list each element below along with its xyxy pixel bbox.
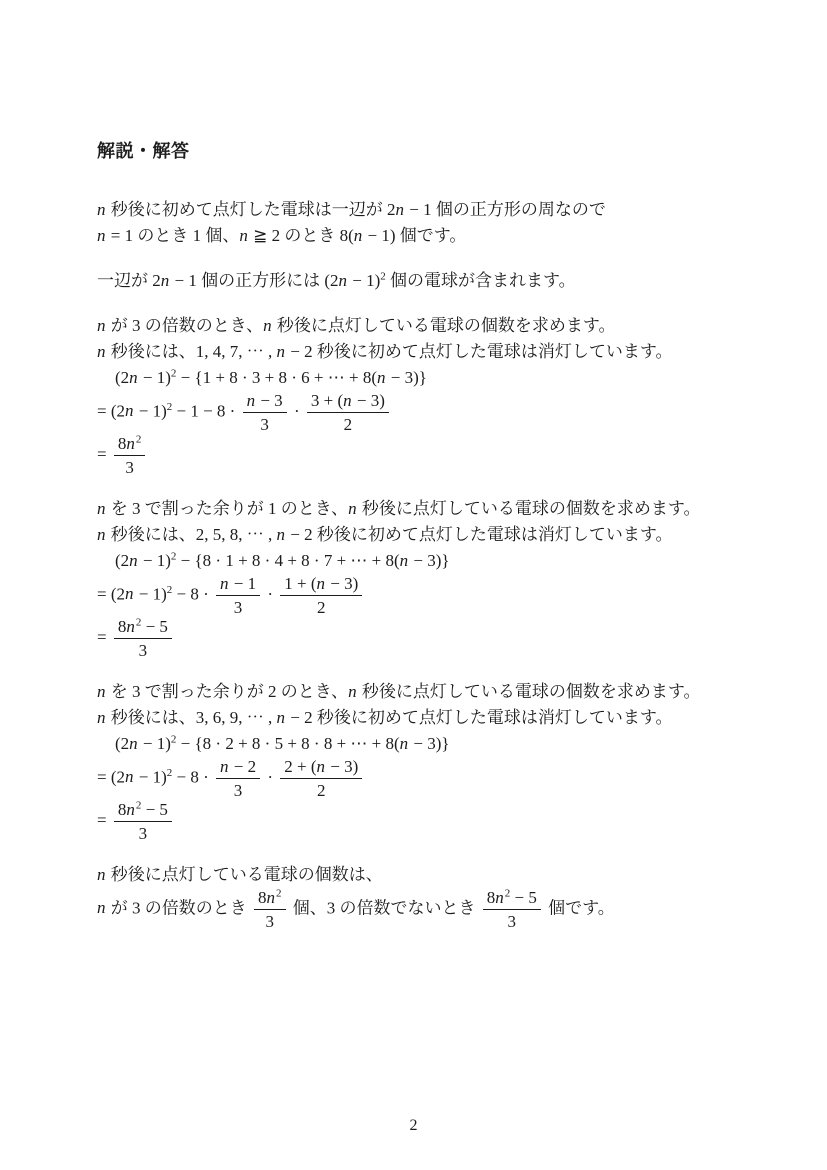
text-run: を 3 で割った余りが 2 のとき、 (106, 682, 349, 701)
text-run: − {1 + 8 · 3 + 8 · 6 + ⋯ + 8( (176, 368, 378, 387)
text-run: − {8 · 1 + 8 · 4 + 8 · 7 + ⋯ + 8( (176, 551, 400, 570)
text-run: − 1 個の正方形には (2 (170, 271, 339, 290)
text-run: (2 (115, 734, 130, 753)
text-run: 3 (138, 641, 148, 660)
text-line (97, 268, 767, 294)
text-run: − 1 (229, 574, 257, 593)
text-run: − 1) (138, 368, 171, 387)
text-run: 8 (258, 888, 267, 907)
text-run: 3 (125, 458, 134, 477)
fraction (114, 434, 146, 477)
text-run: 秒後に点灯している電球の個数を求めます。 (272, 316, 616, 335)
square-count-paragraph (97, 268, 767, 294)
fraction (243, 391, 287, 434)
text-run: 秒後には、1, 4, 7, ⋯ , (106, 342, 277, 361)
math-variable: n (276, 342, 285, 361)
text-run: − 5 (141, 617, 168, 636)
math-variable: n (338, 271, 347, 290)
math-variable: n (129, 368, 138, 387)
text-run: 秒後には、3, 6, 9, ⋯ , (106, 708, 277, 727)
text-line (97, 223, 767, 249)
text-run: 秒後に点灯している電球の個数は、 (106, 865, 383, 884)
page-content (97, 141, 767, 950)
text-run: − 1) (138, 551, 171, 570)
fraction-denominator (280, 596, 362, 617)
math-variable: n (126, 434, 135, 453)
fraction-denominator (216, 596, 260, 617)
text-run: 個です。 (543, 898, 615, 918)
fraction-numerator (483, 888, 541, 910)
text-run: − 3)} (386, 368, 427, 387)
math-variable: n (97, 865, 106, 884)
text-run: − 2 (229, 757, 257, 776)
superscript: 2 (380, 270, 386, 283)
text-run: が 3 の倍数のとき、 (106, 316, 264, 335)
text-run: = (2 (97, 767, 125, 787)
text-run: 秒後には、2, 5, 8, ⋯ , (106, 525, 277, 544)
fraction-numerator (114, 617, 172, 639)
superscript: 2 (166, 583, 173, 596)
text-run: − 3) (352, 391, 385, 410)
math-variable: n (220, 757, 229, 776)
text-run: 秒後に点灯している電球の個数を求めます。 (357, 499, 701, 518)
text-run: 3 (265, 912, 274, 931)
text-run: − 3)} (409, 551, 450, 570)
text-line (97, 888, 767, 931)
fraction (216, 757, 260, 800)
text-run: = (2 (97, 401, 125, 421)
math-variable: n (495, 888, 504, 907)
math-variable: n (395, 200, 404, 219)
math-line (97, 731, 767, 757)
text-line (97, 197, 767, 223)
text-run: − 2 秒後に初めて点灯した電球は消灯しています。 (286, 525, 673, 544)
text-line (97, 705, 767, 731)
page-title: 解説・解答 (97, 141, 190, 161)
text-run: 一辺が 2 (97, 271, 161, 290)
fraction (307, 391, 389, 434)
fraction-numerator (216, 574, 260, 596)
solution-blocks (97, 197, 767, 931)
text-line (97, 862, 767, 888)
text-run: − 1 個の正方形の周なので (405, 200, 606, 219)
text-run: 秒後に点灯している電球の個数を求めます。 (357, 682, 701, 701)
fraction-denominator (307, 413, 389, 434)
text-run: 8 (486, 888, 496, 907)
math-line (97, 365, 767, 391)
text-run: 8 (117, 617, 127, 636)
fraction (483, 888, 541, 931)
text-run: − 5 (510, 888, 537, 907)
fraction-numerator (307, 391, 389, 413)
math-variable: n (129, 734, 138, 753)
math-variable: n (126, 617, 135, 636)
superscript: 2 (135, 616, 142, 629)
fraction-denominator (114, 822, 172, 843)
text-run: 2 (317, 781, 326, 800)
text-run: (2 (115, 368, 130, 387)
text-run: − 3) (326, 757, 359, 776)
math-variable: n (353, 226, 363, 245)
text-run: 3 + ( (310, 391, 344, 410)
text-run: − 1) (134, 767, 167, 787)
fraction (114, 800, 172, 843)
text-line (97, 679, 767, 705)
math-variable: n (220, 574, 229, 593)
text-run: 8 (117, 800, 127, 819)
text-run: · (263, 767, 278, 787)
fraction (280, 757, 362, 800)
text-line (97, 313, 767, 339)
fraction-denominator (114, 639, 172, 660)
intro-paragraph (97, 197, 767, 249)
math-variable: n (97, 200, 106, 219)
superscript: 2 (135, 799, 142, 812)
text-run: 3 (260, 415, 269, 434)
text-run: 8 (117, 434, 127, 453)
text-run: ≧ 2 のとき 8( (248, 226, 354, 245)
math-variable: n (97, 898, 106, 918)
math-variable: n (316, 574, 326, 593)
math-variable: n (263, 316, 272, 335)
fraction-numerator (216, 757, 260, 779)
math-variable: n (160, 271, 170, 290)
math-variable: n (125, 584, 134, 604)
fraction-numerator (114, 434, 146, 456)
math-variable: n (399, 734, 409, 753)
math-line (97, 800, 767, 843)
math-variable: n (276, 525, 285, 544)
math-variable: n (399, 551, 409, 570)
text-run: = (97, 444, 111, 464)
text-line (97, 339, 767, 365)
text-line (97, 496, 767, 522)
fraction-denominator (114, 456, 146, 477)
text-run: · (289, 401, 304, 421)
fraction-denominator (483, 910, 541, 931)
math-variable: n (97, 499, 106, 518)
math-variable: n (97, 708, 106, 727)
math-line (97, 391, 767, 434)
text-run: 1 + ( (284, 574, 317, 593)
text-run: = (97, 627, 111, 647)
text-run: − 1) (348, 271, 381, 290)
text-run: − 8 · (172, 767, 213, 787)
page-number: 2 (409, 1117, 418, 1134)
text-run: − 3)} (409, 734, 450, 753)
fraction-numerator (243, 391, 287, 413)
fraction-numerator (114, 800, 172, 822)
text-run: = (97, 810, 111, 830)
text-run: − 1) (134, 584, 167, 604)
text-run: = (2 (97, 584, 125, 604)
conclusion-paragraph (97, 862, 767, 931)
superscript: 2 (166, 766, 173, 779)
fraction-denominator (243, 413, 287, 434)
superscript: 2 (504, 887, 511, 900)
case-remainder-1 (97, 496, 767, 660)
math-variable: n (97, 682, 106, 701)
fraction-denominator (280, 779, 362, 800)
text-run: を 3 で割った余りが 1 のとき、 (106, 499, 349, 518)
math-variable: n (316, 757, 326, 776)
math-variable: n (129, 551, 138, 570)
text-run: 2 (317, 598, 326, 617)
text-run: − 2 秒後に初めて点灯した電球は消灯しています。 (286, 708, 673, 727)
superscript: 2 (170, 733, 177, 746)
math-variable: n (348, 499, 357, 518)
text-run: が 3 の倍数のとき (106, 898, 251, 918)
text-run: 3 (233, 598, 243, 617)
text-run: − 1) 個です。 (363, 226, 467, 245)
fraction (216, 574, 260, 617)
fraction (114, 617, 172, 660)
fraction-denominator (216, 779, 260, 800)
text-run: − 8 · (172, 584, 213, 604)
math-line (97, 548, 767, 574)
text-run: − 1) (134, 401, 167, 421)
text-run: − 5 (141, 800, 168, 819)
fraction (254, 888, 286, 931)
text-run: 個、3 の倍数でないとき (288, 898, 480, 918)
superscript: 2 (170, 550, 177, 563)
math-variable: n (266, 888, 275, 907)
text-line (97, 522, 767, 548)
text-run: 3 (138, 824, 148, 843)
fraction-numerator (254, 888, 286, 910)
math-variable: n (276, 708, 285, 727)
superscript: 2 (170, 367, 177, 380)
fraction-numerator (280, 757, 362, 779)
text-run: (2 (115, 551, 130, 570)
math-variable: n (97, 342, 106, 361)
superscript: 2 (166, 400, 173, 413)
math-variable: n (343, 391, 352, 410)
text-run: 3 (233, 781, 243, 800)
math-variable: n (97, 226, 106, 245)
case-multiple-of-3 (97, 313, 767, 477)
math-variable: n (97, 316, 106, 335)
text-run: · (263, 584, 278, 604)
fraction-numerator (280, 574, 362, 596)
math-line (97, 574, 767, 617)
math-line (97, 617, 767, 660)
superscript: 2 (276, 887, 282, 900)
fraction (280, 574, 362, 617)
superscript: 2 (135, 433, 142, 446)
text-run: 2 (343, 415, 353, 434)
math-variable: n (126, 800, 135, 819)
text-run: − 3 (256, 391, 283, 410)
text-run: − 3) (326, 574, 359, 593)
text-run: 3 (507, 912, 517, 931)
text-run: 2 + ( (284, 757, 317, 776)
fraction-denominator (254, 910, 286, 931)
text-run: − 1) (138, 734, 171, 753)
text-run: 秒後に初めて点灯した電球は一辺が 2 (106, 200, 396, 219)
math-variable: n (246, 391, 256, 410)
math-line (97, 434, 767, 477)
math-variable: n (97, 525, 106, 544)
text-run: − {8 · 2 + 8 · 5 + 8 · 8 + ⋯ + 8( (176, 734, 400, 753)
math-variable: n (348, 682, 357, 701)
math-variable: n (125, 767, 134, 787)
text-run: 個の電球が含まれます。 (385, 271, 576, 290)
case-remainder-2 (97, 679, 767, 843)
math-line (97, 757, 767, 800)
text-run: − 2 秒後に初めて点灯した電球は消灯しています。 (286, 342, 673, 361)
text-run: − 1 − 8 · (172, 401, 240, 421)
math-variable: n (125, 401, 134, 421)
math-variable: n (239, 226, 248, 245)
text-run: = 1 のとき 1 個、 (106, 226, 240, 245)
math-variable: n (377, 368, 386, 387)
